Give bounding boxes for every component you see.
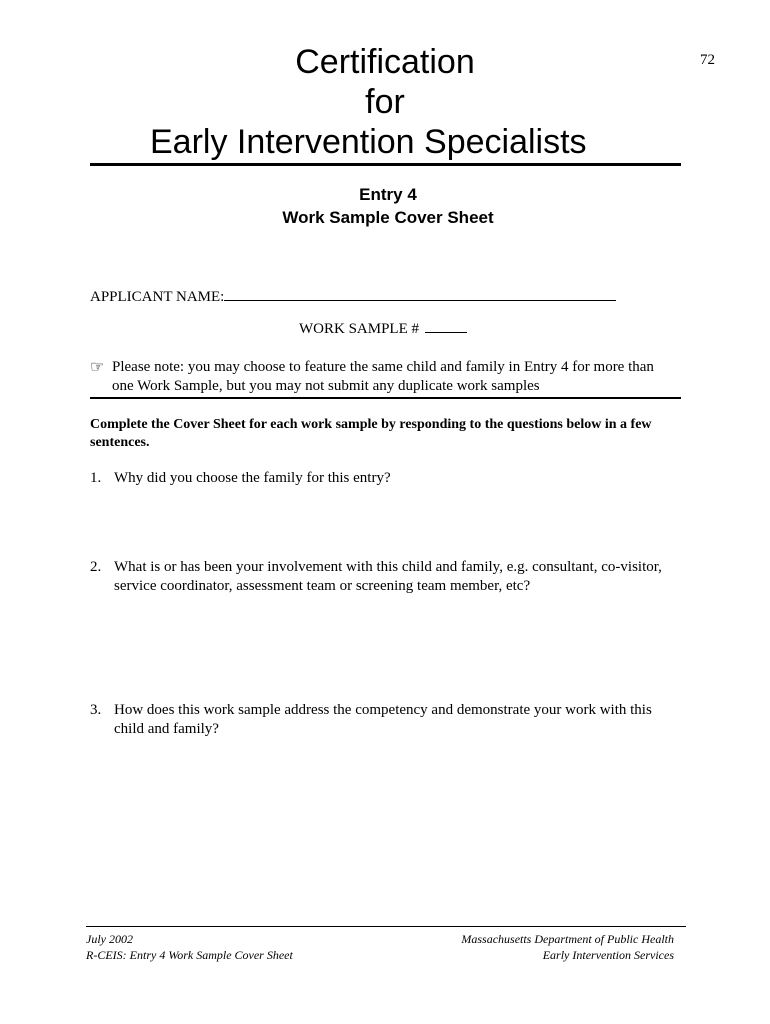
question-number: 2. — [90, 559, 102, 575]
note-block — [90, 358, 680, 396]
question-3 — [90, 701, 680, 739]
question-number: 1. — [90, 470, 102, 486]
title-divider — [90, 163, 681, 166]
note-text-line-2: one Work Sample, but you may not submit any duplicate work samples — [112, 378, 540, 394]
question-number: 3. — [90, 702, 102, 718]
question-text-continued: service coordinator, assessment team or screening team member, etc? — [114, 578, 531, 594]
entry-subtitle: Work Sample Cover Sheet — [282, 208, 494, 227]
applicant-name-row — [90, 286, 616, 306]
pointing-hand-icon: ☞ — [90, 359, 105, 376]
footer-left — [86, 931, 293, 963]
question-2 — [90, 558, 680, 596]
question-text-continued: child and family? — [114, 721, 219, 737]
footer-date: July 2002 — [86, 932, 133, 946]
page-number: 72 — [700, 52, 715, 68]
question-text: What is or has been your involvement with this child and family, e.g. consultant, co-visitor, — [114, 559, 662, 575]
applicant-name-label: APPLICANT NAME: — [90, 289, 225, 305]
work-sample-number-field[interactable] — [425, 318, 467, 333]
entry-heading — [90, 183, 686, 229]
question-text: How does this work sample address the competency and demonstrate your work with this — [114, 702, 652, 718]
title-line-1: Certification — [295, 43, 475, 81]
footer-document-id: R-CEIS: Entry 4 Work Sample Cover Sheet — [86, 948, 293, 962]
footer-right — [461, 931, 674, 963]
instructions-text: Complete the Cover Sheet for each work sample by responding to the questions below in a few sentences. — [90, 417, 652, 450]
note-text-line-1: Please note: you may choose to feature the same child and family in Entry 4 for more than — [112, 359, 654, 375]
title-line-3: Early Intervention Specialists — [150, 123, 587, 161]
footer-divider — [86, 926, 686, 927]
footer-organization: Massachusetts Department of Public Health — [461, 932, 674, 946]
work-sample-row — [299, 318, 467, 338]
note-divider — [90, 397, 681, 399]
document-title — [90, 42, 680, 162]
work-sample-label: WORK SAMPLE # — [299, 321, 420, 337]
footer-program: Early Intervention Services — [542, 948, 674, 962]
entry-number: Entry 4 — [359, 185, 417, 204]
question-text: Why did you choose the family for this entry? — [114, 470, 391, 486]
question-1 — [90, 469, 680, 488]
applicant-name-field[interactable] — [224, 286, 616, 301]
title-line-2: for — [365, 83, 405, 121]
